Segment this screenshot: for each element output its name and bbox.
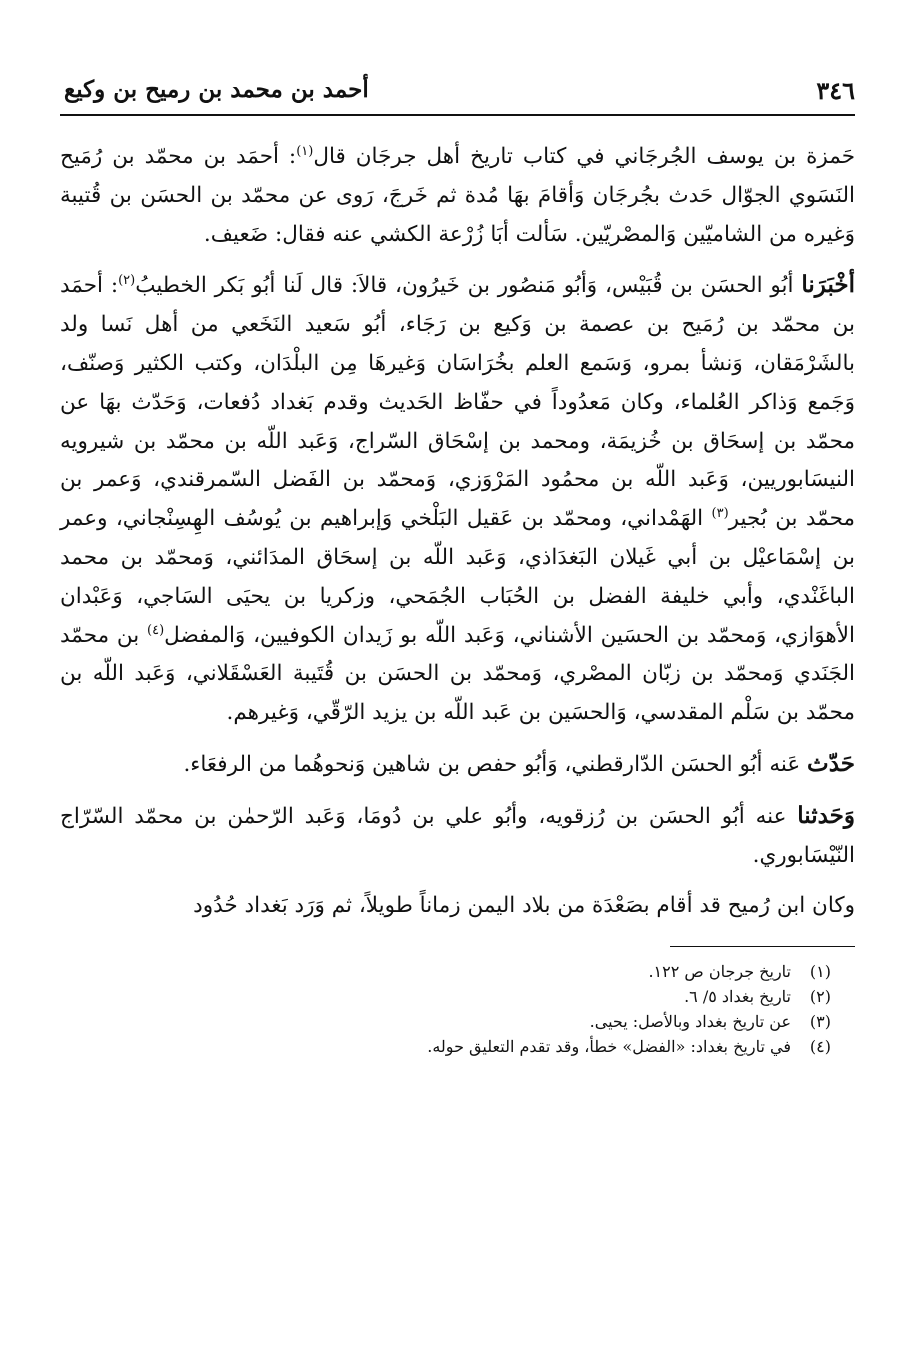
paragraph-text: : أحمَد بن محمّد بن رُمَيح النَسَوي الجوّال حَدث بجُرجَان وَأقامَ بهَا مُدة ثم خَرجَ، رَوى عن محمّد بن الحسَن بن قُتيبة وَغيره من الشاميّين وَالمصْريّين. سَألت أبَا زُرْعة الكشي عنه فقال: ضَعيف. <box>60 144 855 247</box>
page-number: ٣٤٦ <box>816 76 855 105</box>
footnote-3 <box>60 1009 831 1034</box>
footnote-4 <box>60 1034 831 1059</box>
body-text <box>60 138 855 926</box>
paragraph-3 <box>60 745 855 785</box>
paragraph-text: حَمزة بن يوسف الجُرجَاني في كتاب تاريخ أهل جرجَان قال <box>313 144 855 169</box>
paragraph-text: وكان ابن رُميح قد أقام بصَعْدَة من بلاد اليمن زماناً طويلاً، ثم وَرَد بَغداد حُدُود <box>193 893 855 919</box>
book-page <box>60 70 855 1059</box>
paragraph-1 <box>60 138 855 254</box>
paragraph-5 <box>60 887 855 926</box>
paragraph-text: : أحمَد بن محمّد بن رُمَيح بن عصمة بن وَكيع بن رَجَاء، أبُو سَعيد النَخَعي من أهل نَسا ولد بالشَرْمَقان، وَنشأ بمرو، وَسَمع العلم بخُرَاسَان وَغيرهَا مِن البلْدَان، وكتب الكثير وَصنّف، وَجَمع وَذاكر العُلماء، وكان مَعدُوداً في حفّاظ الحَديث وقدم بَغداد دُفعات، وَحَدّث بهَا عن محمّد بن إسحَاق بن خُزيمَة، ومحمد بن إسْحَاق السّراج، وَعَبد اللّه بن محمّد بن شيرويه النيسَابوريين، وَعَبد اللّه بن محمُود المَرْوَزي، وَمحمّد بن الفَضل السّمرقندي، وَعمر بن محمّد بن بُجير <box>60 273 855 532</box>
page-header <box>60 70 855 116</box>
footnote-divider <box>670 946 855 947</box>
footnote-number: (٤) <box>809 1037 831 1057</box>
footnotes <box>60 959 855 1059</box>
paragraph-lead: حَدّث <box>807 749 855 777</box>
paragraph-lead: أخْبَرَنا <box>801 271 855 299</box>
paragraph-text: بن محمّد الجَنَدي وَمحمّد بن زبّان المصْري، وَمحمّد بن الحسَن بن قُتَيبة العَسْقَلاني، وَعَبد اللّه بن محمّد بن سَلْم المقدسي، وَالحسَين بن عَبد اللّه بن يزيد الرّقّي، وَغيرهم. <box>60 622 855 726</box>
footnote-text: عن تاريخ بغداد وبالأصل: يحيى. <box>589 1012 791 1032</box>
footnote-number: (٢) <box>809 987 831 1007</box>
running-head: أحمد بن محمد بن رميح بن وكيع <box>64 76 369 103</box>
paragraph-text: عَنه أبُو الحسَن الدّارقطني، وَأبُو حفص بن شاهين وَنحوهُما من الرفعَاء. <box>183 751 808 777</box>
paragraph-text: الهَمْداني، ومحمّد بن عَقيل البَلْخي وَإبراهيم بن يُوسُف الهِسِنْجاني، وعمر بن إسْمَاعيْل بن أبي غَيلان البَغدَاذي، وَعَبد اللّه بن إسحَاق المدَائني، وَمحمّد بن محمد الباغَنْدي، وأبي خليفة الفضل بن الحُبَاب الجُمَحي، وزكريا بن يحيَى السَاجي، وَعَبْدان الأهوَازي، وَمحمّد بن الحسَين الأشناني، وَعَبد اللّه بو زَيدان الكوفيين، وَالمفضل <box>60 506 855 648</box>
footnote-text: في تاريخ بغداد: «الفضل» خطأ، وقد تقدم التعليق حوله. <box>427 1037 791 1057</box>
footnote-marker: (٤) <box>147 622 165 638</box>
paragraph-text: أبُو الحسَن بن قُبَيْس، وَأبُو مَنصُور بن خَيرُون، قالاَ: قال لَنا أبُو بَكر الخطيبُ <box>135 273 802 299</box>
paragraph-2 <box>60 266 855 733</box>
footnote-marker: (٢) <box>118 273 136 289</box>
paragraph-4 <box>60 797 855 876</box>
footnote-marker: (١) <box>296 143 314 159</box>
footnote-1 <box>60 959 831 984</box>
paragraph-text: عنه أبُو الحسَن بن رُزقويه، وأبُو علي بن دُومَا، وَعَبد الرّحمٰن بن محمّد السّرّاج النّيْسَابوري. <box>60 803 855 868</box>
footnote-number: (١) <box>809 962 831 982</box>
footnote-number: (٣) <box>809 1012 831 1032</box>
footnote-text: تاريخ بغداد ٥/ ٦. <box>684 987 791 1007</box>
footnote-2 <box>60 984 831 1009</box>
footnote-text: تاريخ جرجان ص ١٢٢. <box>648 962 791 982</box>
paragraph-lead: وَحَدثنا <box>797 801 855 829</box>
footnote-marker: (٣) <box>711 506 729 522</box>
